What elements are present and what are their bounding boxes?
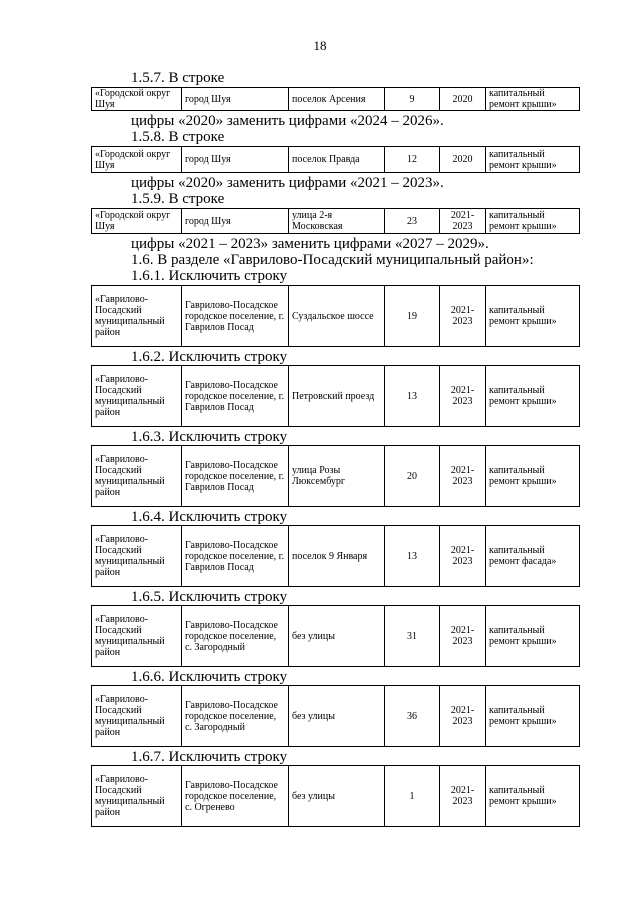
cell-street: без улицы xyxy=(289,606,385,667)
section-heading: 1.6.1. Исключить строку xyxy=(131,268,288,284)
cell-years: 2021-2023 xyxy=(440,526,486,587)
cell-street: Петровский проезд xyxy=(289,366,385,427)
cell-house-number: 36 xyxy=(385,686,440,747)
section-heading: 1.5.8. В строке xyxy=(131,129,225,145)
replacement-note: цифры «2021 – 2023» заменить цифрами «2027 – 2029». xyxy=(131,236,489,252)
cell-work-type: капитальный ремонт крыши» xyxy=(486,209,580,234)
cell-municipality: «Гаврилово-Посадский муниципальный район xyxy=(92,526,182,587)
table-row xyxy=(91,208,580,234)
cell-street: поселок Правда xyxy=(289,147,385,173)
section-heading: 1.6.7. Исключить строку xyxy=(131,749,288,765)
table-row xyxy=(91,605,580,667)
cell-municipality: «Гаврилово-Посадский муниципальный район xyxy=(92,766,182,827)
cell-years: 2020 xyxy=(440,88,486,111)
section-heading: 1.6.3. Исключить строку xyxy=(131,429,288,445)
table-row xyxy=(91,525,580,587)
cell-municipality: «Городской округ Шуя xyxy=(92,147,182,173)
cell-years: 2021-2023 xyxy=(440,766,486,827)
cell-work-type: капитальный ремонт крыши» xyxy=(486,686,580,747)
cell-municipality: «Гаврилово-Посадский муниципальный район xyxy=(92,606,182,667)
cell-municipality: «Городской округ Шуя xyxy=(92,209,182,234)
cell-work-type: капитальный ремонт крыши» xyxy=(486,286,580,347)
table-row xyxy=(91,445,580,507)
cell-house-number: 9 xyxy=(385,88,440,111)
cell-years: 2020 xyxy=(440,147,486,173)
cell-street: без улицы xyxy=(289,686,385,747)
cell-work-type: капитальный ремонт крыши» xyxy=(486,446,580,507)
cell-years: 2021-2023 xyxy=(440,686,486,747)
cell-house-number: 1 xyxy=(385,766,440,827)
cell-work-type: капитальный ремонт крыши» xyxy=(486,606,580,667)
cell-years: 2021-2023 xyxy=(440,209,486,234)
table-row xyxy=(91,685,580,747)
cell-house-number: 20 xyxy=(385,446,440,507)
section-heading: 1.6.6. Исключить строку xyxy=(131,669,288,685)
section-heading: 1.6. В разделе «Гаврилово-Посадский муниципальный район»: xyxy=(131,252,534,268)
cell-settlement: Гаврилово-Посадское городское поселение, с. Загородный xyxy=(182,686,289,747)
cell-settlement: Гаврилово-Посадское городское поселение, г. Гаврилов Посад xyxy=(182,446,289,507)
cell-street: улица 2-я Московская xyxy=(289,209,385,234)
cell-street: Суздальское шоссе xyxy=(289,286,385,347)
cell-work-type: капитальный ремонт крыши» xyxy=(486,147,580,173)
cell-settlement: Гаврилово-Посадское городское поселение, с. Загородный xyxy=(182,606,289,667)
replacement-note: цифры «2020» заменить цифрами «2021 – 2023». xyxy=(131,175,444,191)
cell-municipality: «Городской округ Шуя xyxy=(92,88,182,111)
table-row xyxy=(91,365,580,427)
cell-house-number: 13 xyxy=(385,526,440,587)
cell-house-number: 13 xyxy=(385,366,440,427)
cell-street: поселок 9 Января xyxy=(289,526,385,587)
section-heading: 1.6.5. Исключить строку xyxy=(131,589,288,605)
cell-municipality: «Гаврилово-Посадский муниципальный район xyxy=(92,286,182,347)
cell-work-type: капитальный ремонт крыши» xyxy=(486,766,580,827)
cell-settlement: город Шуя xyxy=(182,147,289,173)
cell-settlement: Гаврилово-Посадское городское поселение, г. Гаврилов Посад xyxy=(182,366,289,427)
cell-street: улица Розы Люксембург xyxy=(289,446,385,507)
cell-house-number: 19 xyxy=(385,286,440,347)
cell-house-number: 31 xyxy=(385,606,440,667)
cell-street: поселок Арсения xyxy=(289,88,385,111)
cell-work-type: капитальный ремонт фасада» xyxy=(486,526,580,587)
table-row xyxy=(91,285,580,347)
cell-house-number: 12 xyxy=(385,147,440,173)
cell-settlement: Гаврилово-Посадское городское поселение, г. Гаврилов Посад xyxy=(182,526,289,587)
cell-settlement: Гаврилово-Посадское городское поселение, г. Гаврилов Посад xyxy=(182,286,289,347)
cell-years: 2021-2023 xyxy=(440,446,486,507)
section-heading: 1.6.2. Исключить строку xyxy=(131,349,288,365)
table-row xyxy=(91,146,580,173)
cell-municipality: «Гаврилово-Посадский муниципальный район xyxy=(92,686,182,747)
cell-municipality: «Гаврилово-Посадский муниципальный район xyxy=(92,366,182,427)
section-heading: 1.5.7. В строке xyxy=(131,70,225,86)
cell-years: 2021-2023 xyxy=(440,606,486,667)
replacement-note: цифры «2020» заменить цифрами «2024 – 2026». xyxy=(131,113,444,129)
cell-settlement: Гаврилово-Посадское городское поселение, с. Огренево xyxy=(182,766,289,827)
section-heading: 1.5.9. В строке xyxy=(131,191,225,207)
table-row xyxy=(91,765,580,827)
page-number: 18 xyxy=(313,38,327,53)
cell-house-number: 23 xyxy=(385,209,440,234)
cell-years: 2021-2023 xyxy=(440,286,486,347)
cell-work-type: капитальный ремонт крыши» xyxy=(486,88,580,111)
cell-years: 2021-2023 xyxy=(440,366,486,427)
cell-settlement: город Шуя xyxy=(182,209,289,234)
table-row xyxy=(91,87,580,111)
cell-street: без улицы xyxy=(289,766,385,827)
cell-work-type: капитальный ремонт крыши» xyxy=(486,366,580,427)
section-heading: 1.6.4. Исключить строку xyxy=(131,509,288,525)
cell-settlement: город Шуя xyxy=(182,88,289,111)
cell-municipality: «Гаврилово-Посадский муниципальный район xyxy=(92,446,182,507)
